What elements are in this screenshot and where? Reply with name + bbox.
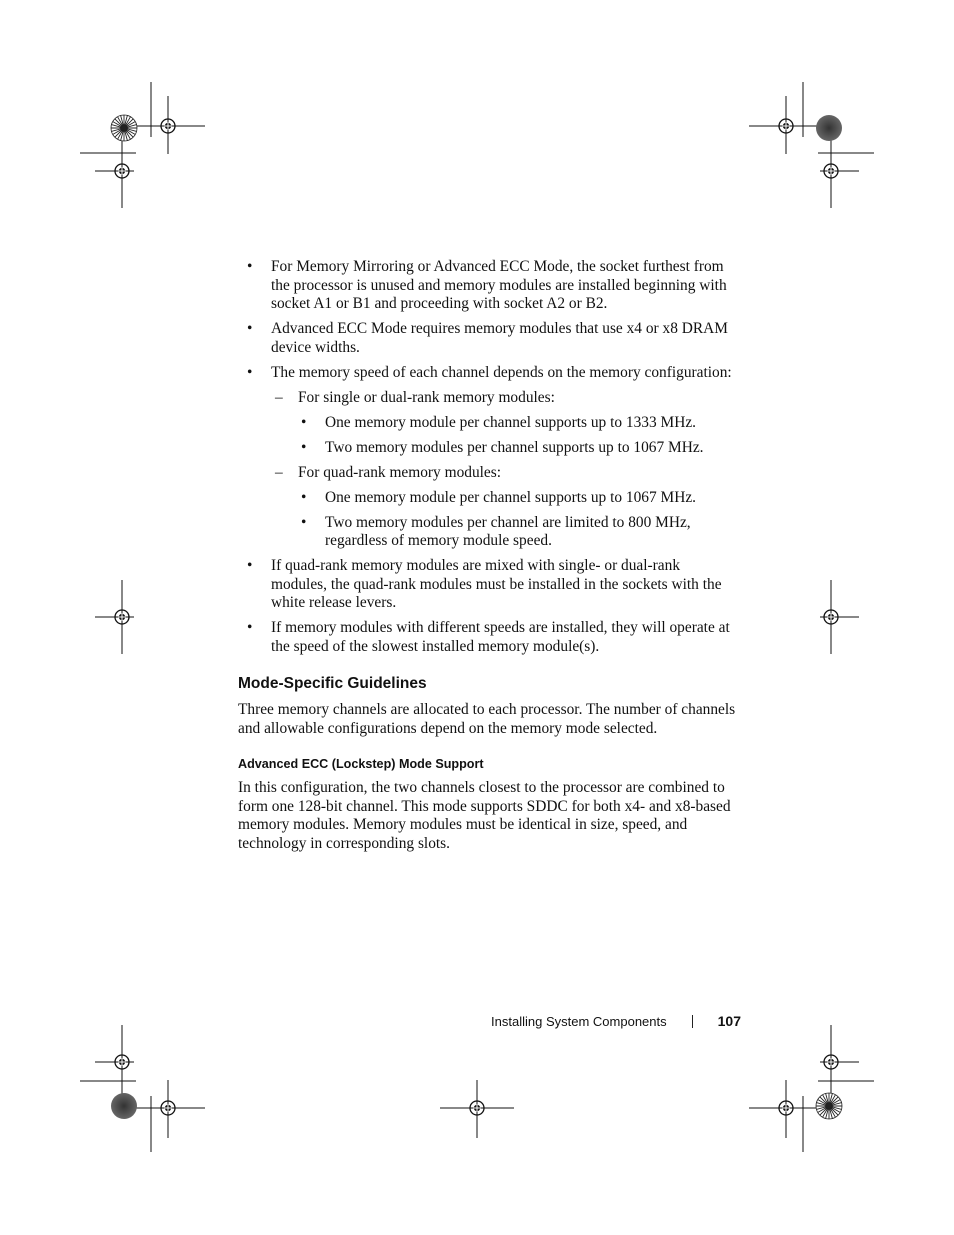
list-item-text: The memory speed of each channel depends on the memory configuration: [271,363,732,381]
bullet-marker: • [247,619,253,636]
bullet-marker: • [301,413,307,431]
subsection-heading: Advanced ECC (Lockstep) Mode Support [238,757,484,771]
list-item-text: One memory module per channel supports up to 1333 MHz. [325,413,697,431]
sub-list-item [238,464,738,483]
list-item-text: Advanced ECC Mode requires memory modules that use x4 or x8 DRAM device widths. [271,320,728,356]
list-item [238,619,738,656]
list-item-text: For Memory Mirroring or Advanced ECC Mode, the socket furthest from the processor is unused and memory modules are installed beginning with socket A1 or B1 and proceeding with socket A2 or B2. [271,258,727,312]
sub-sub-list-item [238,514,738,551]
page-content [238,258,738,853]
chapter-title: Installing System Components [491,1013,667,1029]
list-item-text: Two memory modules per channel supports up to 1067 MHz. [325,438,704,456]
footer-separator [692,1015,693,1028]
sub-sub-list-item [238,439,738,458]
bullet-marker: • [247,320,253,337]
dash-marker: – [275,388,283,406]
list-item-text: For quad-rank memory modules: [298,463,502,481]
bullet-marker: • [247,557,253,574]
list-item [238,320,738,357]
page-footer [491,1013,741,1029]
list-item [238,557,738,613]
section-intro: Three memory channels are allocated to each processor. The number of channels and allowable configurations depend on the memory mode selected. [238,701,736,737]
page-number: 107 [717,1013,741,1029]
list-item [238,364,738,383]
list-item-text: One memory module per channel supports up to 1067 MHz. [325,488,697,506]
bullet-marker: • [301,488,307,506]
dash-marker: – [275,463,283,481]
sub-sub-list-item [238,414,738,433]
list-item-text: Two memory modules per channel are limited to 800 MHz, regardless of memory module speed. [325,513,691,549]
list-item-text: If memory modules with different speeds are installed, they will operate at the speed of the slowest installed memory module(s). [271,619,730,655]
bullet-marker: • [301,513,307,531]
bullet-marker: • [301,438,307,456]
sub-sub-list-item [238,489,738,508]
list-item [238,258,738,314]
bullet-marker: • [247,363,253,381]
list-item-text: If quad-rank memory modules are mixed with single- or dual-rank modules, the quad-rank modules must be installed in the sockets with the white release levers. [271,557,722,611]
sub-list-item [238,389,738,408]
list-item-text: For single or dual-rank memory modules: [298,388,555,406]
subsection-text: In this configuration, the two channels closest to the processor are combined to form one 128-bit channel. This mode supports SDDC for both x4- and x8-based memory modules. Memory modules must be identical in size, speed, and technology in corresponding slots. [238,779,731,852]
section-heading: Mode-Specific Guidelines [238,675,427,692]
bullet-marker: • [247,258,253,275]
